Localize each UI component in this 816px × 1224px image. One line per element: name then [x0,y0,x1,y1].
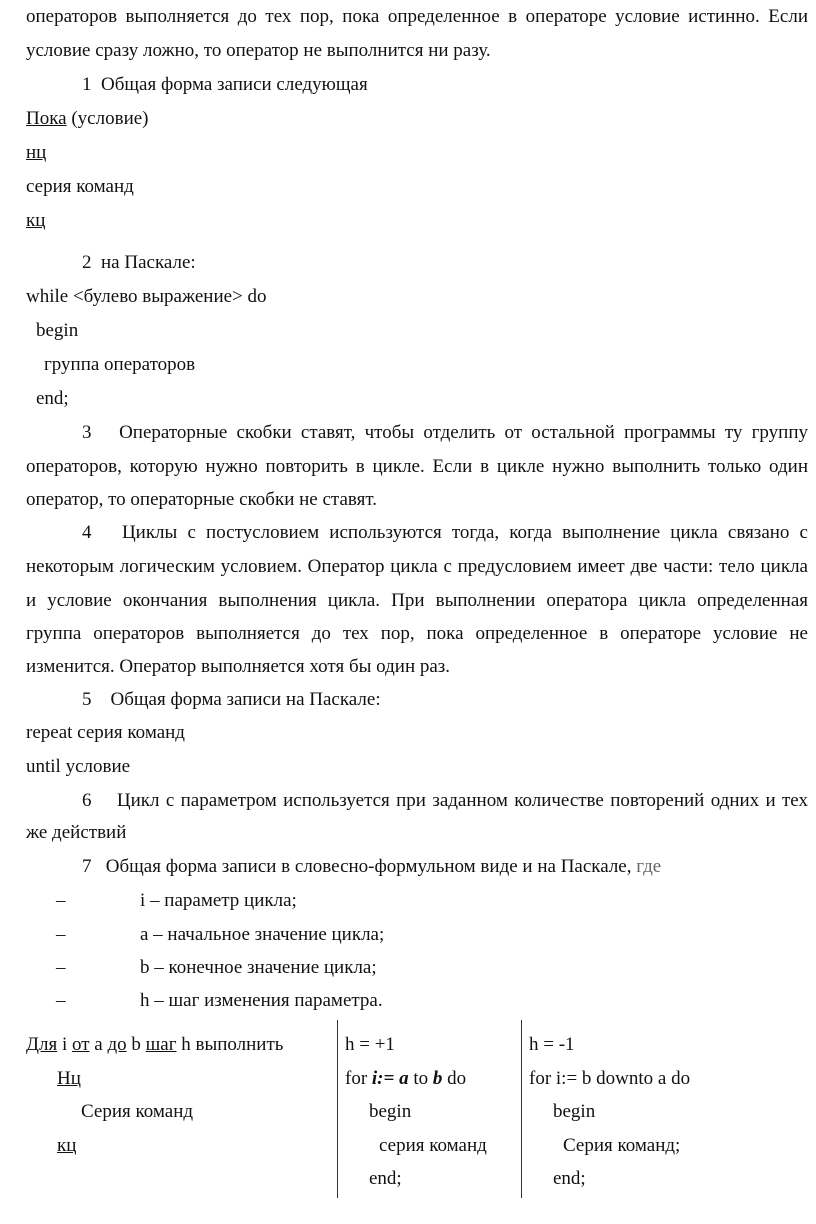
item-6-text-1: Цикл с параметром используется при заданном количестве повторений одних и тех [116,790,808,811]
kw-ot: от [71,1034,90,1055]
kw-shag: шаг [145,1034,177,1055]
item-3-text-1: Операторные скобки ставят, чтобы отделить от остальной программы ту группу [119,422,808,443]
item-3-line-1 [82,418,808,448]
intro-line-1: операторов выполняется до тех пор, пока определенное в операторе условие истинно. Если [26,6,808,27]
keyword-nc: нц [26,142,47,163]
table-col3-for: for i:= b downto a do [529,1068,691,1089]
item-4-line-2: некоторым логическим условием. Оператор цикла с предусловием имеет две части: тело цикла [26,556,808,577]
table-col3-header: h = -1 [529,1034,575,1055]
param-text: b – конечное значение цикла; [140,957,377,978]
keyword-kc: кц [26,210,46,231]
until-line: until условие [26,756,131,777]
kw-do: до [107,1034,127,1055]
item-6-number: 6 [82,790,92,811]
table-col2-for [345,1064,466,1094]
kw-for: for [345,1068,372,1089]
item-4-number: 4 [82,522,92,543]
table-col2-body: серия команд [379,1135,487,1156]
dash-marker: – [56,890,66,911]
assign-i: i:= [371,1068,395,1089]
item-4-line-4: группа операторов выполняется до тех пор, пока определенное в операторе условие не [26,623,808,644]
while-end: end; [36,388,69,409]
table-col1-nc: Нц [57,1068,81,1089]
item-5 [82,685,381,715]
while-begin: begin [36,320,79,341]
item-3-number: 3 [82,422,92,443]
var-b-bold: b [432,1068,443,1089]
var-a: а [89,1034,108,1055]
var-b: b [126,1034,146,1055]
col1-rest: h выполнить [176,1034,284,1055]
item-1-number: 1 [82,74,92,95]
kw-do-pascal: do [442,1068,467,1089]
table-col2-end: end; [369,1168,402,1189]
item-7-suffix: где [631,856,662,877]
dash-marker: – [56,924,66,945]
param-item [26,886,626,916]
item-3-line-2: операторов, которую нужно повторить в цикле. Если в цикле нужно выполнить только один [26,456,808,477]
item-1 [82,70,368,100]
table-col3-body: Серия команд; [563,1135,681,1156]
alg1-header [26,104,149,134]
while-line: while <булево выражение> do [26,286,267,307]
item-4-text-1: Циклы с постусловием используются тогда, когда выполнение цикла связано с [121,522,808,543]
item-7-number: 7 [82,856,92,877]
item-2-number: 2 [82,252,92,273]
alg1-body: серия команд [26,176,134,197]
table-col2-header: h = +1 [345,1034,395,1055]
table-col1-body: Серия команд [81,1101,194,1122]
var-a-bold: a [394,1068,409,1089]
item-4-line-5: изменится. Оператор выполняется хотя бы один раз. [26,656,451,677]
param-item [26,986,626,1016]
item-3-line-3: оператор, то операторные скобки не ставят. [26,489,377,510]
alg1-condition: (условие) [66,108,149,129]
kw-dlya: Для [26,1034,58,1055]
dash-marker: – [56,957,66,978]
table-col1-header [26,1030,283,1060]
item-1-text: Общая форма записи следующая [101,74,368,95]
param-text: i – параметр цикла; [140,890,297,911]
table-divider-1 [337,1020,338,1198]
table-col1-kc: кц [57,1135,77,1156]
item-5-number: 5 [82,689,92,710]
param-text: h – шаг изменения параметра. [140,990,383,1011]
item-6-line-2: же действий [26,822,127,843]
item-2-text: на Паскале: [101,252,196,273]
item-2 [82,248,196,278]
var-i: i [57,1034,72,1055]
param-item [26,920,626,950]
item-7 [82,852,661,882]
item-4-line-1 [82,518,808,548]
intro-line-2: условие сразу ложно, то оператор не выполнится ни разу. [26,40,491,61]
param-item [26,953,626,983]
keyword-poka: Пока [26,108,67,129]
param-text: a – начальное значение цикла; [140,924,385,945]
while-body: группа операторов [44,354,196,375]
repeat-line: repeat серия команд [26,722,185,743]
table-divider-2 [521,1020,522,1198]
item-4-line-3: и условие окончания выполнения цикла. При выполнении оператора цикла определенная [26,590,808,611]
dash-marker: – [56,990,66,1011]
table-col2-begin: begin [369,1101,412,1122]
table-col3-begin: begin [553,1101,596,1122]
item-7-text: Общая форма записи в словесно-формульном виде и на Паскале, [105,856,632,877]
item-5-text: Общая форма записи на Паскале: [110,689,381,710]
kw-to: to [408,1068,433,1089]
table-col3-end: end; [553,1168,586,1189]
item-6-line-1 [82,786,808,816]
